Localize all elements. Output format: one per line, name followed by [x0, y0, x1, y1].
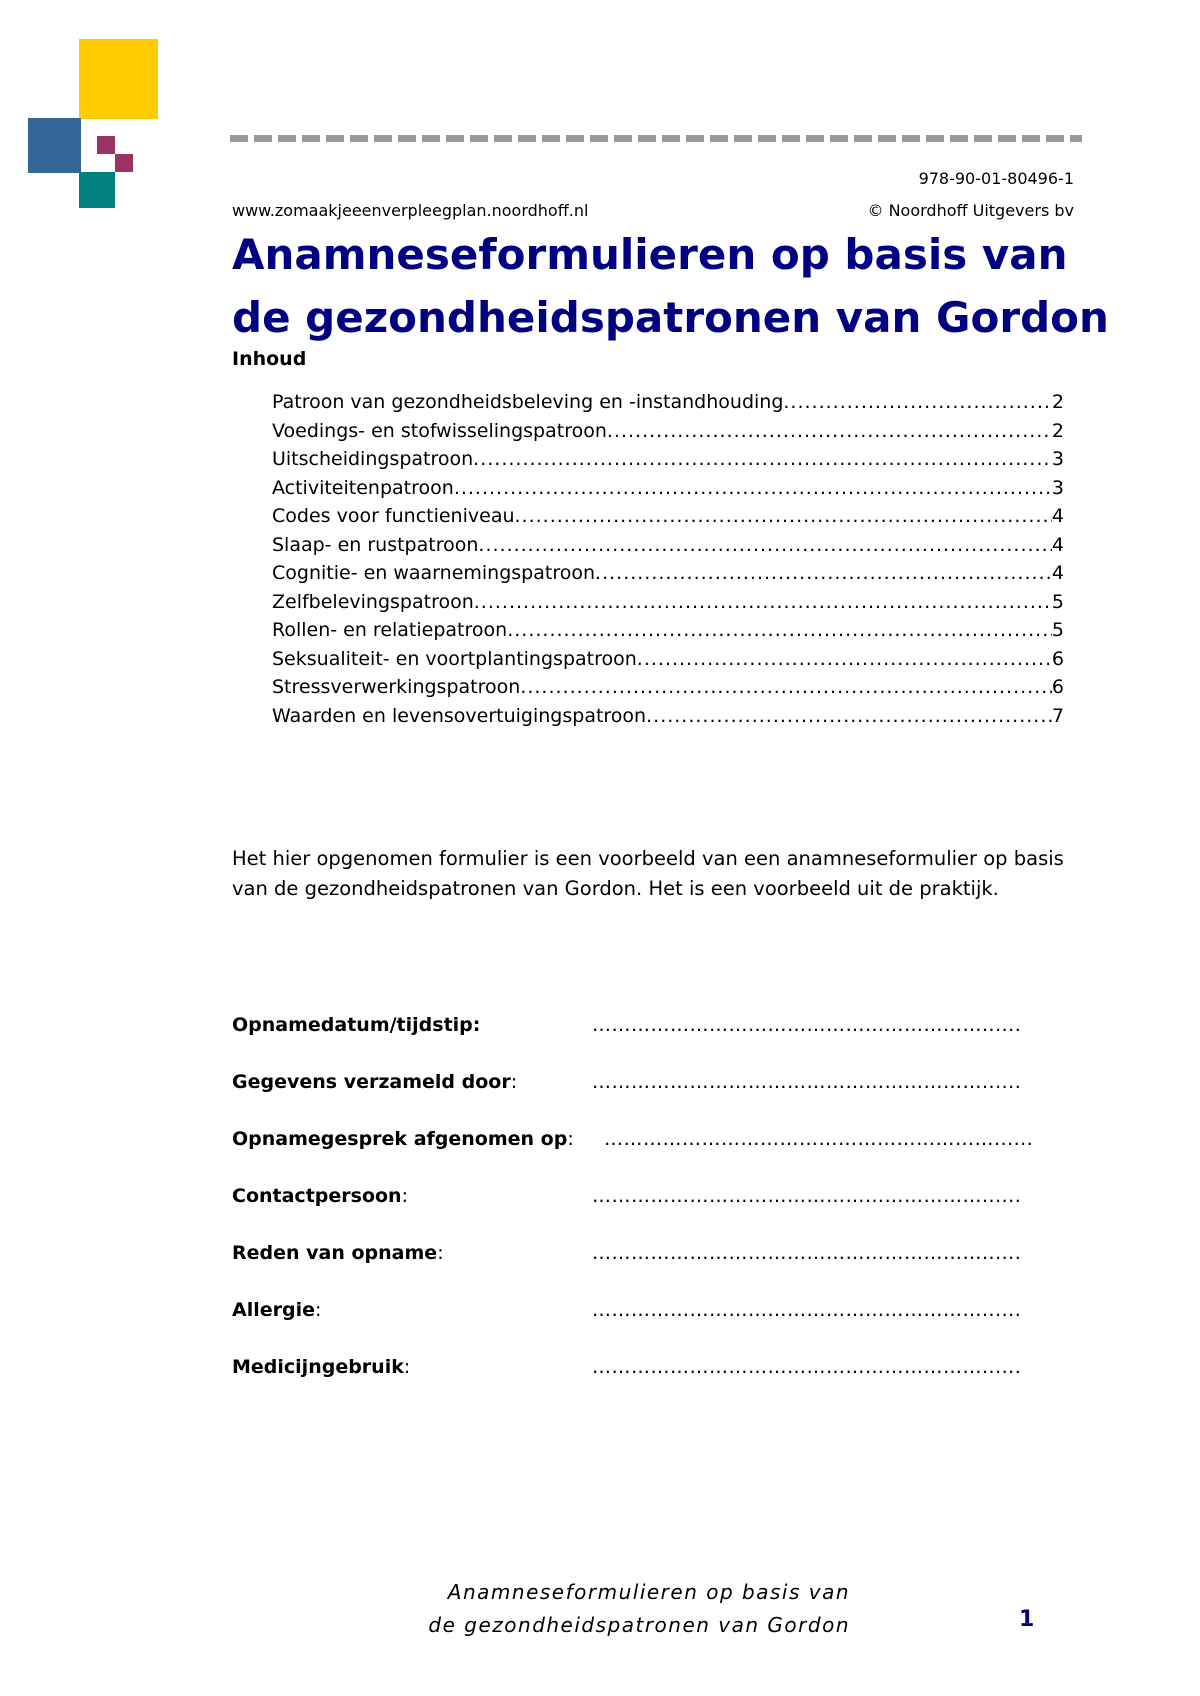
field-label: Reden van opname: [232, 1242, 438, 1264]
toc-item-label: Uitscheidingspatroon: [272, 448, 474, 470]
toc-item-label: Voedings- en stofwisselingspatroon: [272, 419, 607, 442]
field-label-suffix: :: [403, 1356, 411, 1378]
logo-teal-square: [79, 172, 115, 208]
toc-item-label: Zelfbelevingspatroon: [272, 590, 474, 613]
toc-item-label: Activiteitenpatroon: [272, 476, 454, 499]
toc-item-label: Slaap- en rustpatroon: [272, 533, 479, 556]
toc-item-page: 2: [1051, 419, 1064, 442]
toc-item[interactable]: [272, 417, 1064, 446]
toc-item[interactable]: [272, 702, 1064, 731]
toc-item[interactable]: [272, 388, 1064, 417]
field-input[interactable]: ……………………………………………………......: [592, 1071, 1022, 1093]
field-input[interactable]: ……………………………………………………......: [604, 1128, 1034, 1150]
toc-leader: [646, 702, 1052, 731]
toc-leader: [454, 474, 1052, 503]
intro-paragraph: Het hier opgenomen formulier is een voorbeeld van een anamneseformulier op basis van de gezondheidspatronen van Gordon. Het is een voorbeeld uit de praktijk.: [232, 847, 1064, 900]
field-input[interactable]: ……………………………………………………......: [592, 1299, 1022, 1321]
toc-item-page: 3: [1051, 476, 1064, 499]
toc-item[interactable]: [272, 673, 1064, 702]
website-link[interactable]: www.zomaakjeeenverpleegplan.noordhoff.nl: [232, 201, 589, 220]
footer-title-line-2: de gezondheidspatronen van Gordon: [428, 1613, 850, 1637]
field-gegevens-verzameld-door: [232, 1068, 1022, 1096]
toc-item-page: 3: [1051, 448, 1064, 470]
toc-item-page: 6: [1051, 676, 1064, 698]
footer-title-line-1: Anamneseformulieren op basis van: [447, 1580, 850, 1604]
copyright: © Noordhoff Uitgevers bv: [867, 201, 1074, 220]
toc-leader: [478, 531, 1052, 560]
toc-item-page: 7: [1051, 704, 1064, 727]
field-label-suffix: :: [315, 1299, 322, 1321]
toc-leader: [637, 645, 1052, 674]
toc-item-label: Cognitie- en waarnemingspatroon: [272, 562, 596, 584]
toc-leader: [520, 673, 1052, 702]
toc-leader: [595, 559, 1052, 588]
field-medicijngebruik: [232, 1353, 1022, 1381]
toc-leader: [474, 588, 1052, 617]
toc-item-label: Seksualiteit- en voortplantingspatroon: [272, 647, 637, 670]
field-label: Opnamegesprek afgenomen op: [232, 1128, 568, 1150]
toc-item[interactable]: [272, 531, 1064, 560]
toc-item[interactable]: [272, 588, 1064, 617]
toc-leader: [473, 445, 1052, 474]
field-label: Contactpersoon: [232, 1185, 402, 1207]
toc-item-page: 5: [1051, 590, 1064, 613]
toc-item[interactable]: [272, 502, 1064, 531]
toc-item[interactable]: [272, 645, 1064, 674]
toc-item-label: Patroon van gezondheidsbeleving en -instandhouding: [272, 391, 784, 413]
footer-title: [380, 1576, 850, 1642]
field-opnamedatum: [232, 1011, 1022, 1039]
isbn: 978-90-01-80496-1: [918, 169, 1074, 188]
logo-blue-square: [28, 118, 81, 173]
page-title-line-1: Anamneseformulieren op basis van: [232, 230, 1068, 279]
field-opnamegesprek: [232, 1125, 1034, 1153]
field-label: Opnamedatum/tijdstip:: [232, 1014, 481, 1036]
field-label-suffix: :: [510, 1071, 518, 1093]
field-input[interactable]: ……………………………………………………......: [592, 1242, 1022, 1264]
toc-item-label: Waarden en levensovertuigingspatroon: [272, 704, 647, 727]
field-label: Medicijngebruik: [232, 1356, 404, 1378]
field-label: Gegevens verzameld door: [232, 1071, 511, 1093]
toc-item[interactable]: [272, 616, 1064, 645]
toc-item[interactable]: [272, 559, 1064, 588]
toc-item-page: 4: [1051, 533, 1064, 556]
toc-item-page: 5: [1051, 619, 1064, 641]
toc-leader: [783, 388, 1052, 417]
field-input[interactable]: ……………………………………………………......: [592, 1014, 1022, 1036]
toc-item-label: Stressverwerkingspatroon: [272, 676, 521, 698]
toc-item-page: 6: [1051, 647, 1064, 670]
toc-item[interactable]: [272, 445, 1064, 474]
field-label-suffix: :: [567, 1128, 574, 1150]
toc-leader: [607, 417, 1052, 446]
toc-leader: [507, 616, 1052, 645]
field-label-suffix: :: [437, 1242, 444, 1264]
field-label-suffix: :: [401, 1185, 408, 1207]
logo-yellow-square: [79, 39, 158, 119]
page-title: [232, 223, 1109, 349]
toc-item-label: Rollen- en relatiepatroon: [272, 619, 508, 641]
toc-leader: [515, 502, 1052, 531]
field-input[interactable]: ……………………………………………………......: [592, 1185, 1022, 1207]
logo-purple-square: [97, 136, 115, 154]
toc-heading: Inhoud: [232, 348, 307, 370]
toc-item-page: 4: [1051, 505, 1064, 527]
field-contactpersoon: [232, 1182, 1022, 1210]
page-title-line-2: de gezondheidspatronen van Gordon: [232, 293, 1109, 342]
field-allergie: [232, 1296, 1022, 1324]
table-of-contents: [272, 388, 1064, 730]
toc-item-page: 4: [1051, 562, 1064, 584]
toc-item-page: 2: [1051, 391, 1064, 413]
logo-purple-square: [115, 154, 133, 172]
page-number: 1: [1019, 1607, 1035, 1632]
field-reden-van-opname: [232, 1239, 1022, 1267]
field-label: Allergie: [232, 1299, 315, 1321]
toc-item-label: Codes voor functieniveau: [272, 505, 515, 527]
header-dashed-rule: [230, 135, 1082, 142]
toc-item[interactable]: [272, 474, 1064, 503]
field-input[interactable]: ……………………………………………………......: [592, 1356, 1022, 1378]
